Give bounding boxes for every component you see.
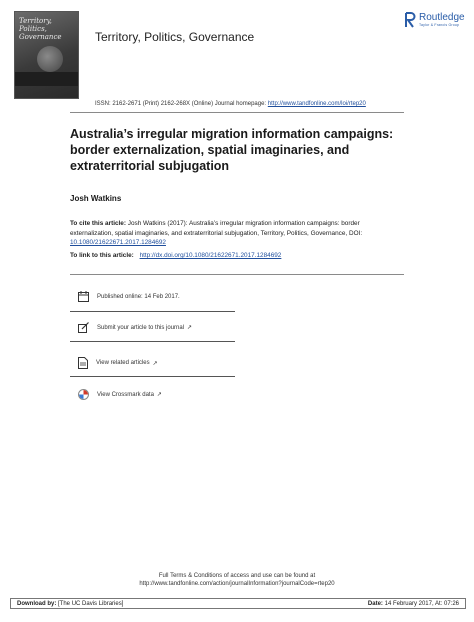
cover-title-line-2: Politics,: [19, 25, 47, 33]
cover-figure: [37, 46, 63, 72]
downloaded-value: [The UC Davis Libraries]: [58, 600, 124, 607]
citation-block: [70, 219, 400, 248]
downloaded-by: [17, 601, 123, 607]
article-title: Australia’s irregular migration information campaigns: border externalization, spatial imaginaries, and extraterritorial subjugation: [70, 127, 394, 173]
terms-note: [0, 572, 474, 588]
view-related-articles-label: View related articles: [96, 360, 150, 366]
section-divider: [70, 274, 404, 275]
header-divider: [70, 112, 404, 113]
published-online-label: Published online: 14 Feb 2017.: [97, 293, 180, 300]
publisher-name: Routledge: [419, 12, 465, 23]
routledge-r-icon: [404, 12, 416, 28]
publisher-logo: [404, 12, 465, 28]
action-divider-3: [70, 376, 235, 377]
download-info-bar: [10, 598, 466, 609]
view-crossmark-label: View Crossmark data: [97, 391, 154, 398]
author-name: Josh Watkins: [70, 194, 122, 203]
external-link-icon: ↗: [187, 325, 193, 331]
link-label: To link to this article:: [70, 252, 134, 259]
view-crossmark-button[interactable]: [78, 389, 162, 400]
action-divider-2: [70, 341, 235, 342]
journal-homepage-link[interactable]: http://www.tandfonline.com/loi/rtep20: [267, 101, 366, 107]
downloaded-label: Download by:: [17, 600, 57, 607]
pencil-edit-icon: [78, 322, 89, 333]
journal-title: Territory, Politics, Governance: [95, 30, 255, 44]
doi-link[interactable]: 10.1080/21622671.2017.1284692: [70, 239, 166, 246]
view-related-articles-button[interactable]: [78, 357, 158, 369]
date-label: Date:: [367, 600, 383, 607]
submit-article-button[interactable]: [78, 322, 192, 333]
issn-line: [95, 101, 366, 107]
journal-cover-image: [14, 11, 79, 99]
action-divider-1: [70, 311, 235, 312]
cover-title: [19, 17, 62, 41]
cover-title-line-3: Governance: [19, 33, 62, 41]
document-icon: [78, 357, 88, 369]
external-link-icon: ↗: [152, 360, 158, 367]
submit-article-label: Submit your article to this journal: [97, 324, 185, 331]
issn-text: ISSN: 2162-2671 (Print) 2162-268X (Online) Journal homepage:: [95, 101, 267, 107]
publisher-tagline: Taylor & Francis Group: [419, 23, 460, 27]
terms-url-link[interactable]: http://www.tandfonline.com/action/journalInformation?journalCode=rtep20: [139, 581, 335, 587]
calendar-icon: [78, 291, 89, 302]
published-online-item: [78, 291, 180, 302]
article-url-link[interactable]: http://dx.doi.org/10.1080/21622671.2017.1284692: [139, 252, 282, 259]
article-link-line: [70, 252, 281, 259]
date-value: 14 February 2017, At: 07:26: [384, 600, 459, 607]
external-link-icon: ↗: [156, 392, 162, 398]
crossmark-icon: [78, 389, 89, 400]
cite-text: Josh Watkins (2017): Australia’s irregular migration information campaigns: border externalization, spatial imaginaries, and extraterritorial subjugation, Territory, Politics, Governance, DOI:: [70, 220, 363, 237]
download-date: [368, 601, 459, 607]
terms-line-1: Full Terms & Conditions of access and use can be found at: [158, 573, 316, 579]
cite-label: To cite this article:: [70, 220, 126, 227]
cover-band: [15, 72, 78, 86]
cover-title-line-1: Territory,: [19, 17, 52, 25]
